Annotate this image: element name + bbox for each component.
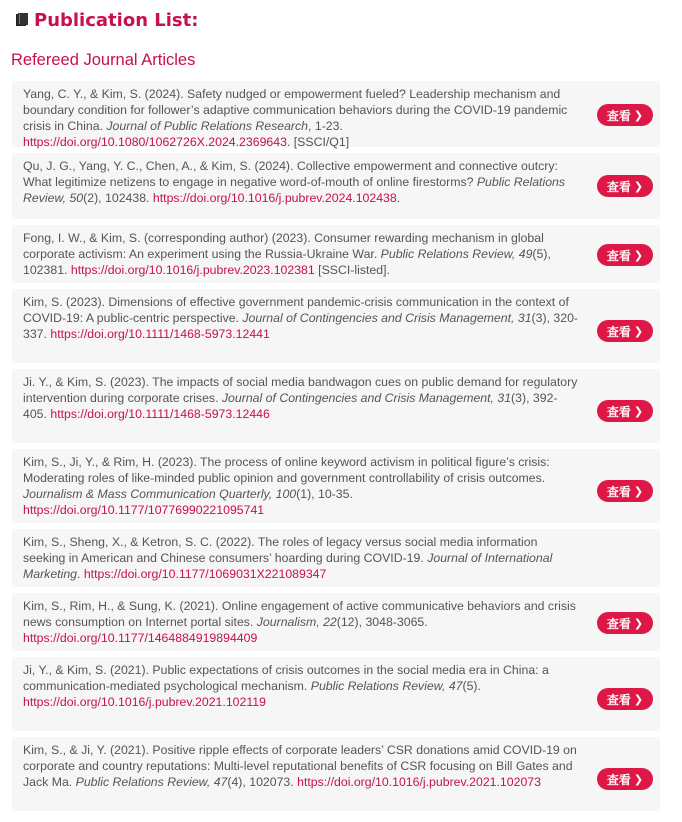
- view-button-label: 查看: [606, 692, 631, 707]
- publication-citation: [23, 294, 579, 342]
- publication-entry: [12, 593, 660, 651]
- doi-link[interactable]: https://doi.org/10.1016/j.pubrev.2021.102073: [297, 775, 541, 790]
- citation-volume-pages: .: [77, 567, 84, 582]
- citation-authors-title: Fong, I. W., & Kim, S. (corresponding author) (2023). Consumer rewarding mechanism in global corporate activism: An experiment using the Russia-Ukraine War.: [23, 231, 544, 262]
- citation-index-note: . [SSCI/Q1]: [286, 135, 350, 150]
- citation-journal: Journal of Public Relations Research: [106, 119, 309, 134]
- citation-volume-pages: (1), 10-35.: [296, 487, 353, 502]
- view-button-label: 查看: [606, 179, 631, 194]
- citation-journal: Public Relations Review, 47: [75, 775, 228, 790]
- view-button[interactable]: [597, 768, 653, 790]
- citation-authors-title: Yang, C. Y., & Kim, S. (2024). Safety nudged or empowerment fueled? Leadership mechanism and boundary condition for follower’s adaptive communication behaviors during the COVID-19 pandemic crisis in China.: [23, 87, 568, 134]
- view-button-label: 查看: [606, 248, 631, 263]
- view-button[interactable]: [597, 320, 653, 342]
- citation-journal: Journalism, 22: [256, 615, 337, 630]
- publication-citation: [23, 230, 579, 278]
- citation-volume-pages: (5).: [462, 679, 481, 694]
- citation-authors-title: Kim, S., Sheng, X., & Ketron, S. C. (2022). The roles of legacy versus social media information seeking in American and Chinese consumers’ hoarding during COVID-19.: [23, 535, 538, 566]
- citation-journal: Journalism & Mass Communication Quarterly, 100: [23, 487, 297, 502]
- doi-link[interactable]: https://doi.org/10.1016/j.pubrev.2024.102438: [152, 191, 397, 206]
- citation-journal: Public Relations Review, 50: [23, 175, 566, 206]
- citation-index-note: .: [396, 191, 401, 206]
- chevron-right-icon: ❯: [633, 108, 644, 122]
- view-button[interactable]: [597, 244, 653, 266]
- publication-citation: [23, 598, 579, 646]
- citation-volume-pages: (3), 392-405.: [23, 391, 558, 422]
- citation-journal: Public Relations Review, 47: [310, 679, 463, 694]
- doi-link[interactable]: https://doi.org/10.1080/1062726X.2024.2369643: [23, 135, 287, 150]
- view-button-label: 查看: [606, 404, 631, 419]
- publication-entry: [12, 289, 660, 363]
- citation-journal: Journal of Contingencies and Crisis Management, 31: [242, 311, 532, 326]
- citation-authors-title: Kim, S., & Ji, Y. (2021). Positive ripple effects of corporate leaders’ CSR donations amid COVID-19 on corporate and country reputations: Multi-level reputational benefits of CSR focusing on Bill Gates and Jack Ma.: [23, 743, 577, 790]
- view-button[interactable]: [597, 104, 653, 126]
- view-button[interactable]: [597, 400, 653, 422]
- publication-citation: [23, 534, 579, 582]
- view-button[interactable]: [597, 175, 653, 197]
- doi-link[interactable]: https://doi.org/10.1177/1464884919894409: [23, 631, 258, 646]
- publication-citation: [23, 454, 579, 518]
- chevron-right-icon: ❯: [633, 616, 644, 630]
- doi-link[interactable]: https://doi.org/10.1177/1069031X221089347: [83, 567, 327, 582]
- view-button[interactable]: [597, 688, 653, 710]
- citation-volume-pages: (3), 320-337.: [23, 311, 579, 342]
- doi-link[interactable]: https://doi.org/10.1177/10776990221095741: [23, 503, 265, 518]
- doi-link[interactable]: https://doi.org/10.1016/j.pubrev.2021.102119: [23, 695, 266, 710]
- citation-volume-pages: (2), 102438.: [83, 191, 153, 206]
- chevron-right-icon: ❯: [633, 179, 644, 193]
- view-button-label: 查看: [606, 484, 631, 499]
- publication-entry: [12, 737, 660, 811]
- view-button[interactable]: [597, 612, 653, 634]
- citation-volume-pages: (4), 102073.: [227, 775, 298, 790]
- citation-authors-title: Qu, J. G., Yang, Y. C., Chen, A., & Kim, S. (2024). Collective empowerment and connective outcry: What legitimize netizens to engage in negative word-of-mouth of online firestorms?: [23, 159, 558, 190]
- citation-authors-title: Kim, S., Rim, H., & Sung, K. (2021). Online engagement of active communicative behaviors and crisis news consumption on Internet portal sites.: [23, 599, 576, 630]
- view-button-label: 查看: [606, 616, 631, 631]
- section-title: Refereed Journal Articles: [11, 51, 196, 69]
- publication-entry: [12, 449, 660, 523]
- chevron-right-icon: ❯: [633, 692, 644, 706]
- citation-journal: Public Relations Review, 49: [380, 247, 533, 262]
- publication-entry: [12, 369, 660, 443]
- chevron-right-icon: ❯: [633, 484, 644, 498]
- citation-volume-pages: , 1-23.: [308, 119, 343, 134]
- publication-entry: [12, 657, 660, 731]
- publication-citation: [23, 86, 579, 150]
- publication-entry: [12, 529, 660, 587]
- view-button[interactable]: [597, 480, 653, 502]
- publication-entry: [12, 153, 660, 219]
- book-icon: [16, 13, 28, 27]
- view-button-label: 查看: [606, 108, 631, 123]
- publication-entry: [12, 225, 660, 283]
- citation-volume-pages: (5), 102381.: [23, 247, 551, 278]
- publication-citation: [23, 742, 579, 790]
- publication-citation: [23, 158, 579, 206]
- chevron-right-icon: ❯: [633, 404, 644, 418]
- publication-citation: [23, 662, 579, 710]
- citation-authors-title: Kim, S. (2023). Dimensions of effective government pandemic-crisis communication in the context of COVID-19: A public-centric perspective.: [23, 295, 569, 326]
- citation-journal: Journal of Contingencies and Crisis Management, 31: [221, 391, 512, 406]
- citation-authors-title: Ji. Y., & Kim, S. (2023). The impacts of social media bandwagon cues on public demand for regulatory intervention during corporate crises.: [23, 375, 578, 406]
- doi-link[interactable]: https://doi.org/10.1111/1468-5973.12441: [50, 327, 270, 342]
- citation-journal: Journal of International Marketing: [23, 551, 553, 582]
- publication-heading: [16, 8, 198, 32]
- chevron-right-icon: ❯: [633, 324, 644, 338]
- view-button-label: 查看: [606, 324, 631, 339]
- doi-link[interactable]: https://doi.org/10.1111/1468-5973.12446: [50, 407, 270, 422]
- citation-volume-pages: (12), 3048-3065.: [336, 615, 428, 630]
- citation-authors-title: Kim, S., Ji, Y., & Rim, H. (2023). The process of online keyword activism in political figure’s crisis: Moderating roles of like-minded public opinion and government controllability of crisis outcomes.: [23, 455, 550, 486]
- chevron-right-icon: ❯: [633, 772, 644, 786]
- view-button-label: 查看: [606, 772, 631, 787]
- citation-authors-title: Ji, Y., & Kim, S. (2021). Public expectations of crisis outcomes in the social media era in China: a communication-mediated psychological mechanism.: [23, 663, 549, 694]
- citation-index-note: [SSCI-listed].: [314, 263, 390, 278]
- chevron-right-icon: ❯: [633, 248, 644, 262]
- publication-entry: [12, 81, 660, 150]
- doi-link[interactable]: https://doi.org/10.1016/j.pubrev.2023.102381: [70, 263, 315, 278]
- page-title: Publication List:: [34, 9, 199, 31]
- publication-citation: [23, 374, 579, 422]
